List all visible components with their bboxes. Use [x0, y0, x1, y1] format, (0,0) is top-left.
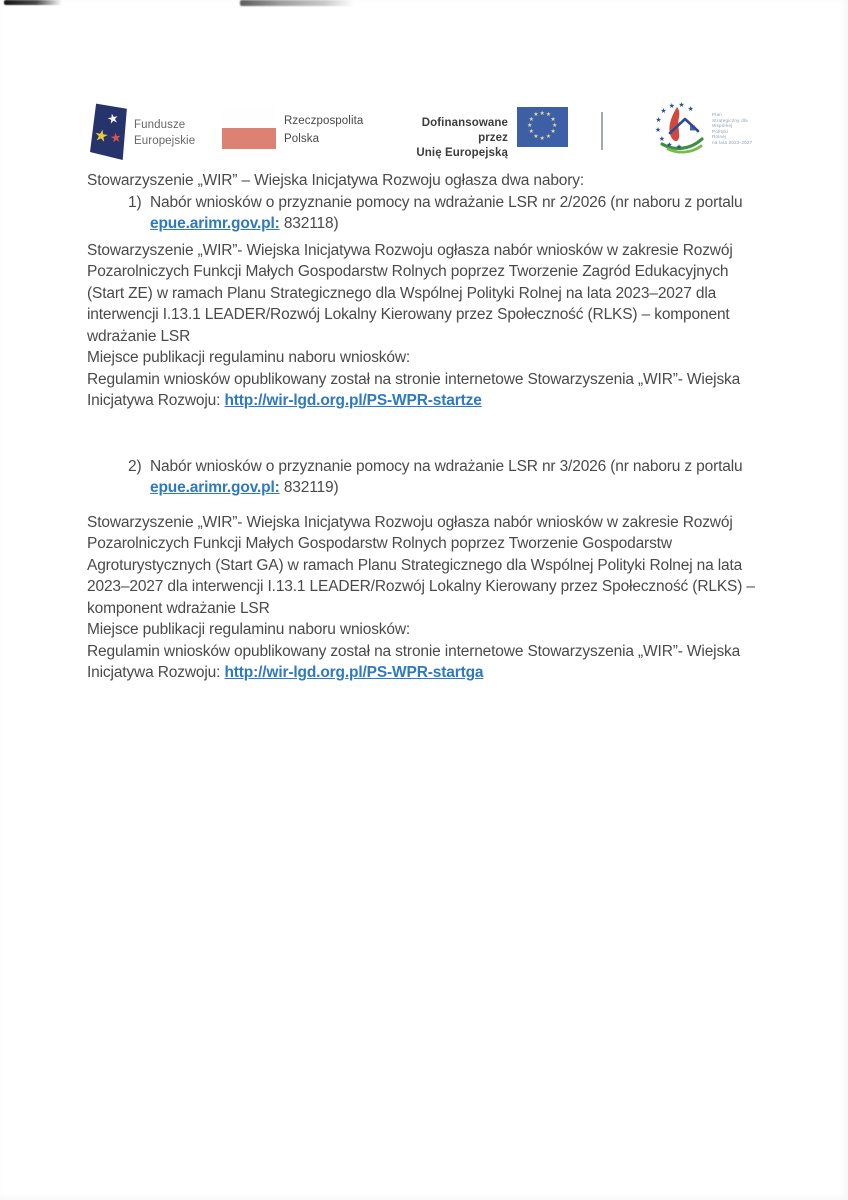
wpr-star-icon: ★ — [675, 143, 683, 151]
eu-flag-star-icon: ★ — [528, 116, 535, 123]
wpr-star-icon: ★ — [654, 126, 662, 134]
fundusze-europejskie-logo — [90, 103, 130, 161]
polska-flag-red-stripe — [222, 128, 276, 149]
polska-line1: Rzeczpospolita — [284, 115, 364, 127]
publication-paragraph-2 — [87, 641, 765, 684]
eu-flag-star-icon: ★ — [550, 129, 556, 136]
epue-portal-link-1[interactable]: epue.arimr.gov.pl: — [150, 215, 280, 232]
wpr-text-line: Rolnej — [712, 134, 727, 140]
publication-paragraph-1 — [87, 369, 765, 412]
list-number-1: 1) — [128, 193, 142, 211]
wpr-logo-text — [712, 112, 752, 146]
eu-flag-star-icon: ★ — [539, 110, 545, 117]
wpr-star-icon: ★ — [666, 141, 673, 149]
wpr-plan-strategiczny-logo — [652, 102, 758, 160]
call-item-2-number: 832119) — [283, 479, 339, 496]
intro-paragraph: Stowarzyszenie „WIR” – Wiejska Inicjatywa Rozwoju ogłasza dwa nabory: — [87, 172, 585, 189]
fundusze-line1: Fundusze — [134, 119, 186, 131]
call-item-2-text — [150, 456, 765, 499]
eu-flag-star-icon: ★ — [552, 123, 558, 129]
eu-flag-star-icon: ★ — [528, 129, 535, 136]
eu-flag-star-icon: ★ — [527, 123, 533, 129]
call-item-1-text — [150, 192, 765, 235]
polska-flag-icon — [222, 107, 276, 149]
polska-flag-white-stripe — [222, 107, 276, 128]
fundusze-europejskie-label — [134, 117, 195, 149]
call-item-1 — [87, 192, 765, 235]
publication-heading-1: Miejsce publikacji regulaminu naboru wniosków: — [87, 349, 411, 366]
logo-divider — [601, 112, 603, 150]
wpr-text-line: Strategiczny dla — [712, 117, 748, 123]
eu-flag-star-icon: ★ — [539, 135, 545, 142]
regulamin-link-startga[interactable]: http://wir-lgd.org.pl/PS-WPR-startga — [224, 664, 484, 681]
wpr-star-icon: ★ — [668, 103, 675, 111]
fe-red-star-icon: ★ — [109, 129, 123, 146]
eu-flag-star-icon: ★ — [533, 133, 539, 140]
wpr-text-line: na lata 2023-2027 — [712, 139, 753, 145]
polska-line2: Polska — [284, 133, 320, 145]
fe-yellow-star-icon: ★ — [92, 126, 110, 147]
wpr-text-line: Polityki — [712, 128, 729, 134]
wpr-stars-arc — [652, 102, 710, 156]
wpr-star-icon: ★ — [678, 102, 685, 110]
eu-flag-star-icon: ★ — [545, 112, 552, 119]
wpr-star-icon: ★ — [660, 108, 667, 116]
eu-flag-star-icon: ★ — [533, 112, 539, 119]
wpr-text-line: Plan — [712, 112, 722, 117]
eu-flag-star-icon: ★ — [545, 133, 552, 140]
publication-heading-2: Miejsce publikacji regulaminu naboru wniosków: — [87, 621, 411, 638]
publication-text-2: Regulamin wniosków opublikowany został na stronie internetowe Stowarzyszenia „WIR”- Wiejska Inicjatywa Rozwoju: — [87, 642, 741, 681]
regulamin-link-startze[interactable]: http://wir-lgd.org.pl/PS-WPR-startze — [224, 392, 482, 409]
call-item-1-number: 832118) — [283, 215, 339, 232]
call-item-1-description: Nabór wniosków o przyznanie pomocy na wdrażanie LSR nr 2/2026 (nr naboru z portalu — [150, 193, 743, 211]
call-1-details-paragraph: Stowarzyszenie „WIR”- Wiejska Inicjatywa Rozwoju ogłasza nabór wniosków w zakresie Rozwój Pozarolniczych Funkcji Małych Gospodarstw Rolnych poprzez Tworzenie Zagród Edukacyjnych (Start ZE) w ramach Planu Strategicznego dla Wspólnej Polityki Rolnej na lata 2023–2027 dla interwencji I.13.1 LEADER/Rozwój Lokalny Kierowany przez Społeczność (RLKS) – komponent wdrażanie LSR — [87, 241, 733, 345]
eu-funding-line1: Dofinansowane przez — [421, 117, 508, 144]
wpr-star-icon: ★ — [655, 116, 662, 124]
wpr-star-icon: ★ — [687, 105, 694, 113]
eu-funding-label — [396, 116, 508, 161]
fe-white-star-icon: ★ — [105, 109, 121, 128]
eu-flag-icon — [517, 107, 568, 147]
logo-header — [0, 0, 848, 170]
call-item-2-description: Nabór wniosków o przyznanie pomocy na wdrażanie LSR nr 3/2026 (nr naboru z portalu — [150, 457, 743, 475]
wpr-star-icon: ★ — [658, 135, 665, 143]
wpr-text-line: Wspólnej — [712, 123, 733, 129]
list-number-2: 2) — [128, 457, 142, 475]
call-item-2 — [87, 456, 765, 499]
wpr-emblem-icon — [652, 102, 710, 156]
fundusze-line2: Europejskie — [134, 135, 196, 147]
call-2-details-paragraph: Stowarzyszenie „WIR”- Wiejska Inicjatywa Rozwoju ogłasza nabór wniosków w zakresie Rozwój Pozarolniczych Funkcji Małych Gospodarstw Rolnych poprzez Tworzenie Gospodarstw Agroturystycznych (Start GA) w ramach Planu Strategicznego dla Wspólnej Polityki Rolnej na lata 2023–2027 dla interwencji I.13.1 LEADER/Rozwój Lokalny Kierowany przez Społeczność (RLKS) – komponent wdrażanie LSR — [87, 513, 755, 617]
rzeczpospolita-polska-label — [284, 112, 363, 148]
eu-flag-star-icon: ★ — [550, 116, 556, 123]
epue-portal-link-2[interactable]: epue.arimr.gov.pl: — [150, 479, 280, 496]
eu-funding-line2: Unię Europejską — [416, 147, 508, 159]
document-body — [87, 170, 765, 684]
publication-text-1: Regulamin wniosków opublikowany został na stronie internetowe Stowarzyszenia „WIR”- Wiejska Inicjatywa Rozwoju: — [87, 370, 741, 409]
